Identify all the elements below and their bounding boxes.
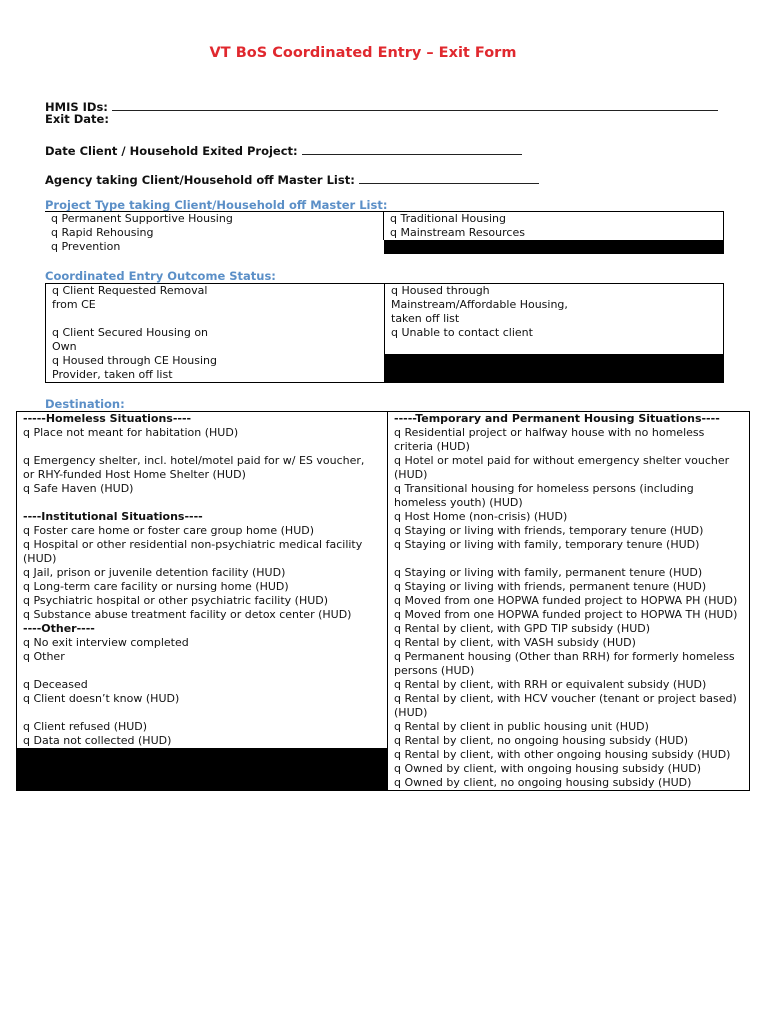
destination-row [17, 454, 750, 468]
date-exited-label: Date Client / Household Exited Project: [45, 144, 298, 158]
agency-field [45, 171, 539, 187]
destination-row [17, 622, 750, 636]
destination-row [17, 692, 750, 706]
housing-situations-header: -----Temporary and Permanent Housing Situations---- [388, 412, 750, 427]
destination-option-left[interactable]: q Safe Haven (HUD) [23, 482, 134, 495]
destination-option-right[interactable]: q Residential project or halfway house with no homeless [388, 426, 750, 440]
destination-option-left[interactable]: q Jail, prison or juvenile detention facility (HUD) [23, 566, 286, 579]
destination-row [17, 678, 750, 692]
destination-option-right[interactable]: q Transitional housing for homeless persons (including [388, 482, 750, 496]
destination-row [17, 426, 750, 440]
outcome-option-line: from CE [52, 298, 96, 311]
outcome-option[interactable] [46, 354, 385, 383]
destination-option-right[interactable]: q Owned by client, with ongoing housing subsidy (HUD) [388, 762, 750, 776]
destination-row [17, 608, 750, 622]
destination-row [17, 552, 750, 566]
project-type-option[interactable]: q Permanent Supportive Housing [45, 212, 384, 227]
destination-option-left[interactable]: q Hospital or other residential non-psychiatric medical facility [23, 538, 363, 551]
destination-option-right[interactable]: q Staying or living with family, permanent tenure (HUD) [388, 566, 750, 580]
homeless-situations-header: -----Homeless Situations---- [23, 412, 192, 425]
destination-option-left[interactable]: q Emergency shelter, incl. hotel/motel paid for w/ ES voucher, [23, 454, 365, 467]
destination-option-right[interactable]: homeless youth) (HUD) [388, 496, 750, 510]
destination-option-left [17, 664, 388, 678]
destination-table [16, 411, 750, 791]
destination-row [17, 482, 750, 496]
outcome-option[interactable] [46, 326, 385, 354]
destination-row [17, 720, 750, 734]
destination-option-right[interactable]: q Staying or living with friends, permanent tenure (HUD) [388, 580, 750, 594]
destination-option-left[interactable]: q Place not meant for habitation (HUD) [23, 426, 239, 439]
destination-row [17, 636, 750, 650]
destination-option-left[interactable]: or RHY-funded Host Home Shelter (HUD) [23, 468, 246, 481]
form-title: VT BoS Coordinated Entry – Exit Form [209, 45, 517, 61]
destination-option-right[interactable]: q Rental by client, with HCV voucher (tenant or project based) [388, 692, 750, 706]
destination-row [17, 440, 750, 454]
destination-option-left[interactable]: q Long-term care facility or nursing home (HUD) [23, 580, 289, 593]
destination-option-right[interactable]: q Staying or living with family, temporary tenure (HUD) [388, 538, 750, 552]
outcome-option[interactable] [385, 326, 724, 354]
destination-option-left[interactable]: q Data not collected (HUD) [23, 734, 172, 747]
destination-option-left[interactable]: (HUD) [23, 552, 57, 565]
outcome-option-line: q Housed through CE Housing [52, 354, 217, 367]
destination-option-right[interactable]: q Moved from one HOPWA funded project to HOPWA TH (HUD) [388, 608, 750, 622]
project-type-option[interactable]: q Prevention [51, 240, 121, 253]
outcome-option-line: Own [52, 340, 77, 353]
destination-option-left[interactable]: q Psychiatric hospital or other psychiatric facility (HUD) [23, 594, 329, 607]
destination-option-left [17, 440, 388, 454]
outcome-option-line: q Client Secured Housing on [52, 326, 209, 339]
destination-option-right[interactable]: q Permanent housing (Other than RRH) for formerly homeless [388, 650, 750, 664]
project-type-table [45, 211, 724, 254]
destination-option-left[interactable]: q Client doesn’t know (HUD) [23, 692, 180, 705]
outcome-option-line: Mainstream/Affordable Housing, [391, 298, 568, 311]
destination-option-right[interactable]: criteria (HUD) [388, 440, 750, 454]
outcome-option-line: q Client Requested Removal [52, 284, 208, 297]
destination-row [17, 594, 750, 608]
destination-heading: Destination: [45, 397, 125, 411]
outcome-option[interactable] [46, 284, 385, 327]
destination-option-right[interactable]: q Rental by client, with VASH subsidy (HUD) [388, 636, 750, 650]
blacked-out-cell [384, 240, 724, 254]
outcome-heading: Coordinated Entry Outcome Status: [45, 269, 276, 283]
outcome-option[interactable] [385, 284, 724, 327]
blacked-out-cell [17, 748, 388, 762]
destination-subheader: ----Other---- [23, 622, 95, 635]
outcome-option-line: q Unable to contact client [391, 326, 533, 339]
destination-option-right[interactable]: persons (HUD) [388, 664, 750, 678]
project-type-heading: Project Type taking Client/Household off Master List: [45, 198, 388, 212]
blacked-out-cell [17, 762, 388, 776]
blacked-out-cell [385, 354, 724, 383]
destination-row [17, 706, 750, 720]
outcome-option-line: taken off list [391, 312, 460, 325]
destination-option-right[interactable]: q Rental by client, with RRH or equivalent subsidy (HUD) [388, 678, 750, 692]
destination-option-right[interactable]: q Rental by client, no ongoing housing subsidy (HUD) [388, 734, 750, 748]
destination-option-right[interactable]: q Hotel or motel paid for without emergency shelter voucher [388, 454, 750, 468]
destination-option-right[interactable]: q Staying or living with friends, temporary tenure (HUD) [388, 524, 750, 538]
date-exited-field [45, 142, 522, 158]
exit-date-field [45, 112, 109, 126]
destination-row [17, 580, 750, 594]
destination-row [17, 468, 750, 482]
destination-option-left[interactable]: q Client refused (HUD) [23, 720, 148, 733]
exit-date-label: Exit Date: [45, 112, 109, 126]
destination-option-right[interactable]: (HUD) [388, 706, 750, 720]
hmis-ids-field [45, 98, 718, 114]
destination-row [17, 664, 750, 678]
outcome-option-line: q Housed through [391, 284, 490, 297]
destination-row [17, 524, 750, 538]
destination-row [17, 510, 750, 524]
destination-option-right[interactable]: q Rental by client in public housing unit (HUD) [388, 720, 750, 734]
destination-option-left[interactable]: q Substance abuse treatment facility or detox center (HUD) [23, 608, 352, 621]
destination-option-right[interactable]: q Owned by client, no ongoing housing subsidy (HUD) [388, 776, 750, 791]
destination-option-left[interactable]: q Other [23, 650, 65, 663]
hmis-ids-input-line[interactable] [112, 98, 718, 111]
destination-option-right[interactable]: (HUD) [388, 468, 750, 482]
destination-row [17, 650, 750, 664]
destination-option-left [17, 706, 388, 720]
agency-label: Agency taking Client/Household off Master List: [45, 173, 355, 187]
outcome-table [45, 283, 724, 383]
destination-row [17, 776, 750, 791]
destination-option-right[interactable]: q Rental by client, with GPD TIP subsidy (HUD) [388, 622, 750, 636]
destination-option-right[interactable]: q Moved from one HOPWA funded project to HOPWA PH (HUD) [388, 594, 750, 608]
destination-subheader: ----Institutional Situations---- [23, 510, 203, 523]
blacked-out-cell [17, 776, 388, 791]
destination-option-left[interactable]: q Foster care home or foster care group home (HUD) [23, 524, 315, 537]
destination-row [17, 734, 750, 748]
destination-option-right [388, 552, 750, 566]
destination-row [17, 748, 750, 762]
destination-row [17, 496, 750, 510]
project-type-option[interactable]: q Traditional Housing [384, 212, 724, 227]
project-type-option[interactable]: q Rapid Rehousing [51, 226, 154, 239]
destination-option-right[interactable]: q Rental by client, with other ongoing housing subsidy (HUD) [388, 748, 750, 762]
destination-option-left [17, 496, 388, 510]
destination-option-left[interactable]: q Deceased [23, 678, 88, 691]
project-type-option[interactable]: q Mainstream Resources [384, 226, 724, 240]
destination-row [17, 538, 750, 552]
destination-option-right[interactable]: q Host Home (non-crisis) (HUD) [388, 510, 750, 524]
agency-input-line[interactable] [359, 171, 539, 184]
outcome-option-line: Provider, taken off list [52, 368, 173, 381]
date-exited-input-line[interactable] [302, 142, 522, 155]
destination-row [17, 566, 750, 580]
destination-option-left[interactable]: q No exit interview completed [23, 636, 189, 649]
destination-row [17, 762, 750, 776]
hmis-ids-label: HMIS IDs: [45, 100, 108, 114]
